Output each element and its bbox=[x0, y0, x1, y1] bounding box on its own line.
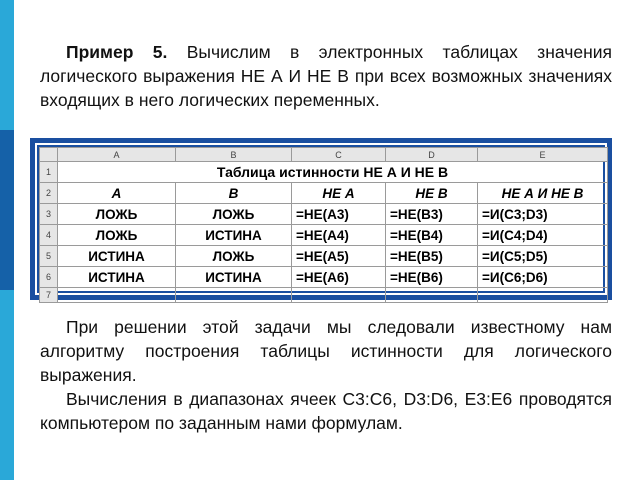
cell-e6[interactable]: =И(С6;D6) bbox=[478, 267, 608, 288]
cell-a6[interactable]: ИСТИНА bbox=[58, 267, 176, 288]
empty-cell[interactable] bbox=[478, 288, 608, 303]
cell-e5[interactable]: =И(С5;D5) bbox=[478, 246, 608, 267]
row-number[interactable]: 6 bbox=[40, 267, 58, 288]
table-row bbox=[40, 267, 608, 288]
row-number[interactable]: 5 bbox=[40, 246, 58, 267]
table-row bbox=[40, 288, 608, 303]
left-decor-notch bbox=[0, 130, 14, 290]
table-row bbox=[40, 225, 608, 246]
table-row bbox=[40, 246, 608, 267]
cell-a5[interactable]: ИСТИНА bbox=[58, 246, 176, 267]
column-header-b[interactable]: B bbox=[176, 148, 292, 162]
cell-d4[interactable]: =НЕ(В4) bbox=[386, 225, 478, 246]
column-header-row bbox=[40, 148, 608, 162]
left-decor-bar bbox=[0, 0, 14, 480]
cell-e4[interactable]: =И(С4;D4) bbox=[478, 225, 608, 246]
empty-cell[interactable] bbox=[292, 288, 386, 303]
row-number[interactable]: 4 bbox=[40, 225, 58, 246]
cell-b5[interactable]: ЛОЖЬ bbox=[176, 246, 292, 267]
header-cell-not-b[interactable]: НЕ В bbox=[386, 183, 478, 204]
row-number[interactable]: 2 bbox=[40, 183, 58, 204]
header-cell-not-a[interactable]: НЕ А bbox=[292, 183, 386, 204]
cell-c5[interactable]: =НЕ(А5) bbox=[292, 246, 386, 267]
cell-c4[interactable]: =НЕ(А4) bbox=[292, 225, 386, 246]
column-header-e[interactable]: E bbox=[478, 148, 608, 162]
column-header-d[interactable]: D bbox=[386, 148, 478, 162]
column-header-a[interactable]: A bbox=[58, 148, 176, 162]
table-row bbox=[40, 162, 608, 183]
cell-a3[interactable]: ЛОЖЬ bbox=[58, 204, 176, 225]
column-header-c[interactable]: C bbox=[292, 148, 386, 162]
row-number[interactable]: 1 bbox=[40, 162, 58, 183]
intro-text: Вычислим в электронных таблицах значения логического выражения НЕ А И НЕ В при всех возможных значениях входящих в него логических переменных. bbox=[40, 42, 612, 110]
cell-b3[interactable]: ЛОЖЬ bbox=[176, 204, 292, 225]
row-number[interactable]: 3 bbox=[40, 204, 58, 225]
empty-cell[interactable] bbox=[176, 288, 292, 303]
example-label: Пример 5. bbox=[66, 42, 168, 62]
corner-cell[interactable] bbox=[40, 148, 58, 162]
cell-d5[interactable]: =НЕ(В5) bbox=[386, 246, 478, 267]
cell-e3[interactable]: =И(С3;D3) bbox=[478, 204, 608, 225]
cell-b4[interactable]: ИСТИНА bbox=[176, 225, 292, 246]
explanation-paragraph: При решении этой задачи мы следовали известному нам алгоритму построения таблицы истинности для логического выражения. bbox=[40, 317, 612, 385]
empty-cell[interactable] bbox=[386, 288, 478, 303]
table-row bbox=[40, 204, 608, 225]
spreadsheet-inner bbox=[37, 145, 605, 300]
cell-c3[interactable]: =НЕ(А3) bbox=[292, 204, 386, 225]
computation-paragraph: Вычисления в диапазонах ячеек С3:С6, D3:D6, Е3:Е6 проводятся компьютером по заданным нами формулам. bbox=[40, 389, 612, 433]
cell-d3[interactable]: =НЕ(В3) bbox=[386, 204, 478, 225]
table-row bbox=[40, 183, 608, 204]
row-number[interactable]: 7 bbox=[40, 288, 58, 303]
cell-a4[interactable]: ЛОЖЬ bbox=[58, 225, 176, 246]
cell-d6[interactable]: =НЕ(В6) bbox=[386, 267, 478, 288]
empty-cell[interactable] bbox=[58, 288, 176, 303]
table-title-cell[interactable]: Таблица истинности НЕ А И НЕ В bbox=[58, 162, 608, 183]
header-cell-b[interactable]: В bbox=[176, 183, 292, 204]
header-cell-result[interactable]: НЕ А И НЕ В bbox=[478, 183, 608, 204]
cell-b6[interactable]: ИСТИНА bbox=[176, 267, 292, 288]
intro-paragraph bbox=[40, 40, 612, 112]
cell-c6[interactable]: =НЕ(А6) bbox=[292, 267, 386, 288]
spreadsheet-grid bbox=[39, 147, 608, 303]
header-cell-a[interactable]: А bbox=[58, 183, 176, 204]
spreadsheet-frame bbox=[30, 138, 612, 300]
